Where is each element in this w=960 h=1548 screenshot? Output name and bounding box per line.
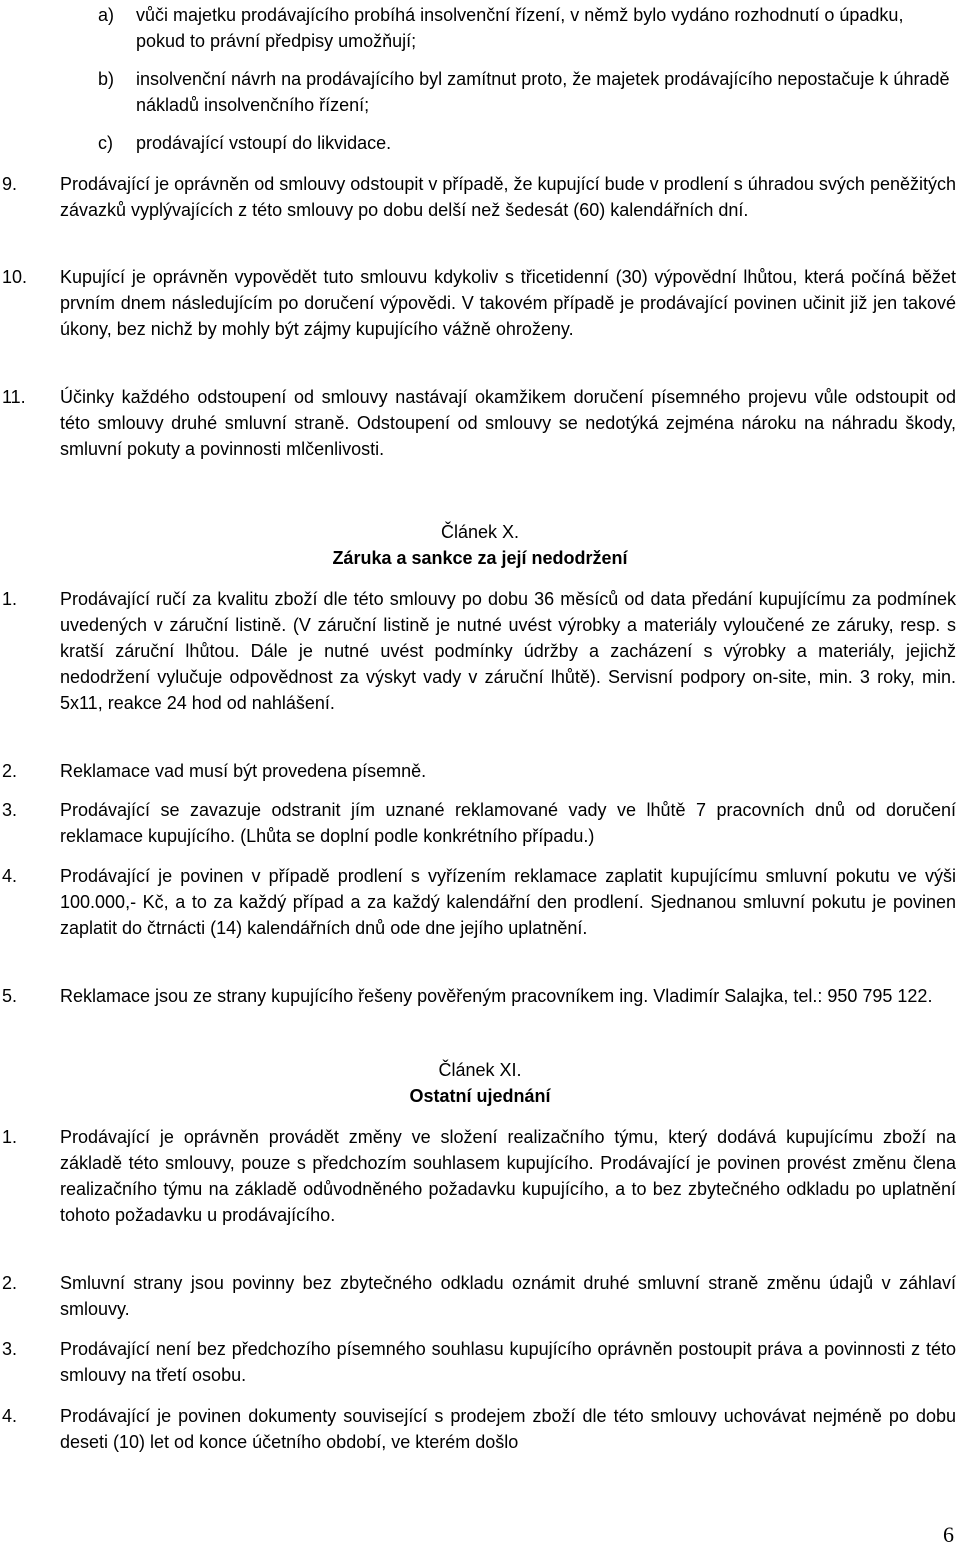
section-x-item-3 <box>2 797 956 849</box>
section-x-heading: Článek X. <box>440 522 520 542</box>
sub-item-c <box>98 130 956 156</box>
section-x-item-1 <box>2 586 956 716</box>
article-item-11 <box>2 384 956 462</box>
section-xi-item-4 <box>2 1403 956 1455</box>
item-number: 3. <box>2 1339 18 1359</box>
item-text: Prodávající se zavazuje odstranit jím uznané reklamované vady ve lhůtě 7 pracovních dnů od doručení reklamace kupujícího. (Lhůta se doplní podle konkrétního případu.) <box>60 800 956 846</box>
item-number: 4. <box>2 866 18 886</box>
item-text: Prodávající je oprávněn provádět změny ve složení realizačního týmu, který dodává kupujícímu zboží na základě této smlouvy, pouze s předchozím souhlasem kupujícího. Prodávající je povinen provést změnu člena realizačního týmu na základě odůvodněného požadavku kupujícího, a to bez zbytečného odkladu po uplatnění tohoto požadavku u prodávajícího. <box>60 1127 956 1225</box>
section-x-title: Záruka a sankce za její nedodržení <box>332 548 628 568</box>
section-xi-heading: Článek XI. <box>438 1060 522 1080</box>
section-xi-item-1 <box>2 1124 956 1228</box>
item-number: 1. <box>2 589 18 609</box>
sub-item-text: insolvenční návrh na prodávajícího byl zamítnut proto, že majetek prodávajícího nepostačuje k úhradě nákladů insolvenčního řízení; <box>136 69 950 115</box>
item-number: 2. <box>2 761 18 781</box>
section-xi-item-3 <box>2 1336 956 1388</box>
item-text: Reklamace vad musí být provedena písemně. <box>60 761 427 781</box>
sub-item-text: prodávající vstoupí do likvidace. <box>136 133 392 153</box>
section-x-item-4 <box>2 863 956 941</box>
article-item-9 <box>2 171 956 223</box>
item-number: 9. <box>2 174 18 194</box>
item-text: Smluvní strany jsou povinny bez zbytečného odkladu oznámit druhé smluvní straně změnu údajů v záhlaví smlouvy. <box>60 1273 956 1319</box>
section-x-item-5 <box>2 983 956 1009</box>
section-x-item-2 <box>2 758 956 784</box>
item-text: Prodávající je povinen dokumenty související s prodejem zboží dle této smlouvy uchovávat nejméně po dobu deseti (10) let od konce účetního období, ve kterém došlo <box>60 1406 956 1452</box>
item-text: Kupující je oprávněn vypovědět tuto smlouvu kdykoliv s třicetidenní (30) výpovědní lhůtou, která počíná běžet prvním dnem následujícím po doručení výpovědi. V takovém případě je prodávající povinen učinit již jen takové úkony, bez nichž by mohly být zájmy kupujícího vážně ohroženy. <box>60 267 956 339</box>
item-number: 3. <box>2 800 18 820</box>
sub-item-number: c) <box>98 133 113 153</box>
item-number: 5. <box>2 986 18 1006</box>
page-number: 6 <box>943 1522 954 1547</box>
item-number: 10. <box>2 267 28 287</box>
sub-item-text: vůči majetku prodávajícího probíhá insolvenční řízení, v němž bylo vydáno rozhodnutí o úpadku, pokud to právní předpisy umožňují; <box>136 5 904 51</box>
item-text: Prodávající je oprávněn od smlouvy odstoupit v případě, že kupující bude v prodlení s úhradou svých peněžitých závazků vyplývajících z této smlouvy po dobu delší než šedesát (60) kalendářních dní. <box>60 174 956 220</box>
sub-item-b <box>98 66 956 118</box>
item-text: Prodávající je povinen v případě prodlení s vyřízením reklamace zaplatit kupujícímu smluvní pokutu ve výši 100.000,- Kč, a to za každý případ a za každý kalendářní den prodlení. Sjednanou smluvní pokutu je povinen zaplatit do čtrnácti (14) kalendářních dnů ode dne jejího uplatnění. <box>60 866 956 938</box>
sub-item-a <box>98 2 956 54</box>
item-text: Prodávající není bez předchozího písemného souhlasu kupujícího oprávněn postoupit práva a povinnosti z této smlouvy na třetí osobu. <box>60 1339 956 1385</box>
sub-item-number: b) <box>98 69 115 89</box>
section-xi-item-2 <box>2 1270 956 1322</box>
item-number: 1. <box>2 1127 18 1147</box>
sub-item-number: a) <box>98 5 115 25</box>
article-item-10 <box>2 264 956 342</box>
section-xi-title: Ostatní ujednání <box>409 1086 551 1106</box>
item-number: 4. <box>2 1406 18 1426</box>
item-number: 2. <box>2 1273 18 1293</box>
item-text: Účinky každého odstoupení od smlouvy nastávají okamžikem doručení písemného projevu vůle odstoupit od této smlouvy druhé smluvní straně. Odstoupení od smlouvy se nedotýká zejména nároku na náhradu škody, smluvní pokuty a povinnosti mlčenlivosti. <box>60 387 956 459</box>
item-number: 11. <box>2 387 26 407</box>
item-text: Prodávající ručí za kvalitu zboží dle této smlouvy po dobu 36 měsíců od data předání kupujícímu za podmínek uvedených v záruční listině. (V záruční listině je nutné uvést výrobky a materiály vyloučené ze záruky, resp. s kratší záruční lhůtou. Dále je nutné uvést podmínky údržby a zacházení s výrobky a materiály, jejichž nedodržení vylučuje odpovědnost za výskyt vady v záruční lhůtě). Servisní podpory on-site, min. 3 roky, min. 5x11, reakce 24 hod od nahlášení. <box>60 589 956 713</box>
item-text: Reklamace jsou ze strany kupujícího řešeny pověřeným pracovníkem ing. Vladimír Salajka, tel.: 950 795 122. <box>60 986 933 1006</box>
